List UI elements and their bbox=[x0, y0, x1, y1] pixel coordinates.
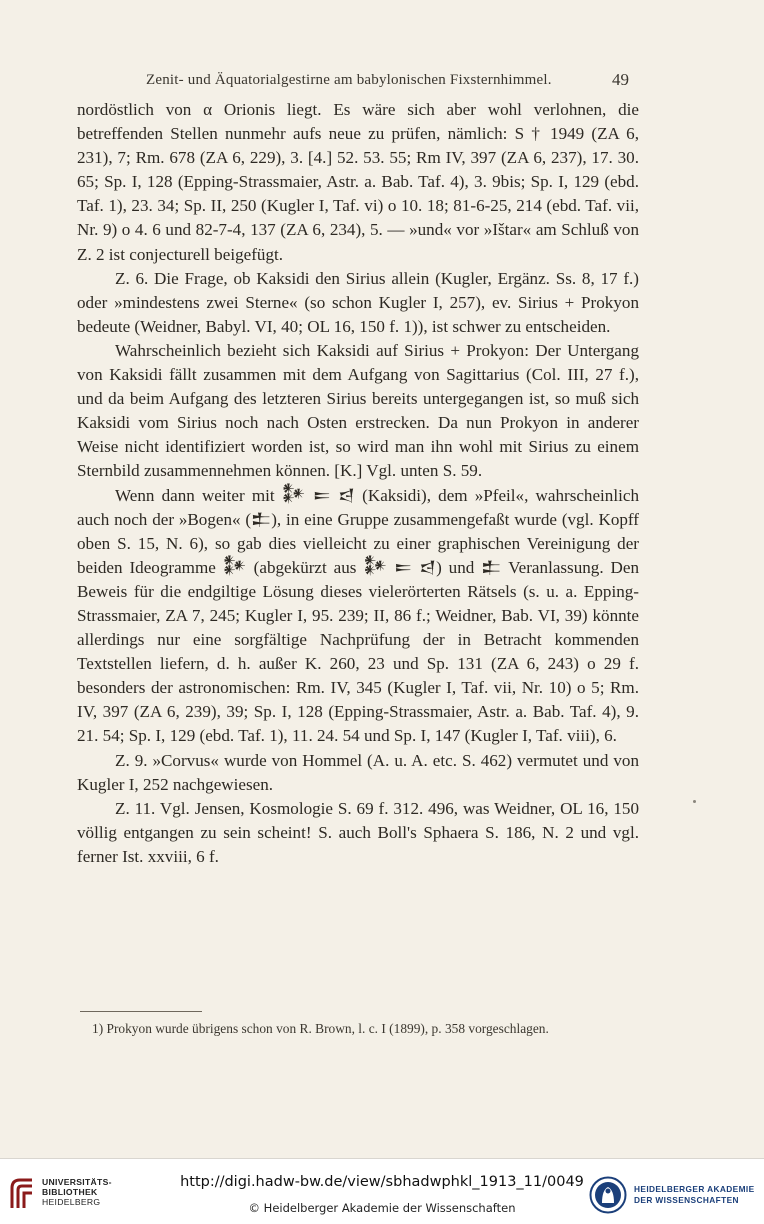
viewer-footer bbox=[0, 1158, 764, 1224]
academy-line-2: DER WISSENSCHAFTEN bbox=[634, 1195, 739, 1205]
academy-line-1: HEIDELBERGER AKADEMIE bbox=[634, 1184, 755, 1194]
library-line-3: HEIDELBERG bbox=[42, 1197, 101, 1207]
running-head-title: Zenit- und Äquatorialgestirne am babylonischen Fixsternhimmel. bbox=[146, 72, 552, 88]
library-line-2: BIBLIOTHEK bbox=[42, 1187, 98, 1197]
paragraph-bogen: Wenn dann weiter mit 𒀯 𒋰 𒁀 (Kaksidi), dem »Pfeil«, wahrscheinlich auch noch der »Bogen« (𒉺), in eine Gruppe zusammengefaßt wurde (vgl. Kopff oben S. 15, N. 6), so gab dies vielleicht zu einer graphischen Vereinigung der beiden Ideogramme 𒀯 (abgekürzt aus 𒀯 𒋰 𒁀) und 𒉺 Veranlassung. Den Beweis für die endgiltige Lösung dieses vielerörterten Rätsels (s. u. a. Epping-Strassmaier, ZA 7, 245; Kugler I, 95. 239; II, 86 f.; Weidner, Bab. VI, 39) könnte allerdings nur eine sorgfältige Nachprüfung der in Betracht kommenden Textstellen liefern, d. h. außer K. 260, 23 und Sp. 131 (ZA 6, 243) o 29 f. besonders der astronomischen: Rm. IV, 345 (Kugler I, Taf. vii, Nr. 10) o 5; Rm. IV, 397 (ZA 6, 239), 39; Sp. I, 128 (Epping-Strassmaier, Astr. a. Bab. Taf. 4), 9. 21. 54; Sp. I, 129 (ebd. Taf. 1), 11. 24. 54 und Sp. I, 147 (Kugler I, Taf. viii), 6. bbox=[77, 485, 639, 746]
body-text bbox=[77, 98, 639, 869]
paragraph-z6: Z. 6. Die Frage, ob Kaksidi den Sirius allein (Kugler, Ergänz. Ss. 8, 17 f.) oder »mindestens zwei Sterne« (so schon Kugler I, 257), ev. Sirius + Prokyon bedeute (Weidner, Babyl. VI, 40; OL 16, 150 f. 1)), ist schwer zu entscheiden. bbox=[77, 268, 639, 336]
footnote: 1) Prokyon wurde übrigens schon von R. Brown, l. c. I (1899), p. 358 vorgeschlagen. bbox=[92, 1021, 549, 1036]
page-number: 49 bbox=[612, 70, 629, 89]
footnote-divider bbox=[80, 1011, 202, 1012]
library-line-1: UNIVERSITÄTS- bbox=[42, 1177, 112, 1187]
paragraph-kaksidi: Wahrscheinlich bezieht sich Kaksidi auf Sirius + Prokyon: Der Untergang von Kaksidi fällt zusammen mit dem Aufgang von Sagittarius (Col. III, 27 f.), und da beim Aufgang des letzteren Sirius bereits untergegangen ist, so muß sich Kaksidi vom Sirius noch nach Osten erstrecken. Da nun Prokyon in anderer Weise nicht identifiziert worden ist, so wird man ihn wohl mit Sirius zu einem Sternbild zusammennehmen können. [K.] Vgl. unten S. 59. bbox=[77, 340, 639, 481]
paragraph-1: nordöstlich von α Orionis liegt. Es wäre sich aber wohl verlohnen, die betreffenden Stellen nunmehr aufs neue zu prüfen, nämlich: S † 1949 (ZA 6, 231), 7; Rm. 678 (ZA 6, 229), 3. [4.] 52. 53. 55; Rm IV, 397 (ZA 6, 237), 17. 30. 65; Sp. I, 128 (Epping-Strassmaier, Astr. a. Bab. Taf. 4), 3. 9bis; Sp. I, 129 (ebd. Taf. 1), 23. 34; Sp. II, 250 (Kugler I, Taf. vi) o 10. 18; 81-6-25, 214 (ebd. Taf. vii, Nr. 9) o 4. 6 und 82-7-4, 137 (ZA 6, 234), 5. — »und« vor »Ištar« am Schluß von Z. 2 ist conjecturell beigefügt. bbox=[77, 100, 639, 264]
copyright-notice: © Heidelberger Akademie der Wissenschaften bbox=[248, 1201, 516, 1215]
scan-speck bbox=[693, 800, 696, 803]
paragraph-z11: Z. 11. Vgl. Jensen, Kosmologie S. 69 f. 312. 496, was Weidner, OL 16, 150 völlig entgangen zu sein scheint! S. auch Boll's Sphaera S. 186, N. 2 und vgl. ferner Ist. xxviii, 6 f. bbox=[77, 798, 639, 866]
academy-name[interactable] bbox=[634, 1184, 755, 1206]
permalink-url[interactable]: http://digi.hadw-bw.de/view/sbhadwphkl_1913_11/0049 bbox=[180, 1174, 584, 1190]
academy-seal-icon[interactable] bbox=[589, 1176, 627, 1214]
paragraph-z9: Z. 9. »Corvus« wurde von Hommel (A. u. A. etc. S. 462) vermutet und von Kugler I, 252 nachgewiesen. bbox=[77, 750, 639, 794]
